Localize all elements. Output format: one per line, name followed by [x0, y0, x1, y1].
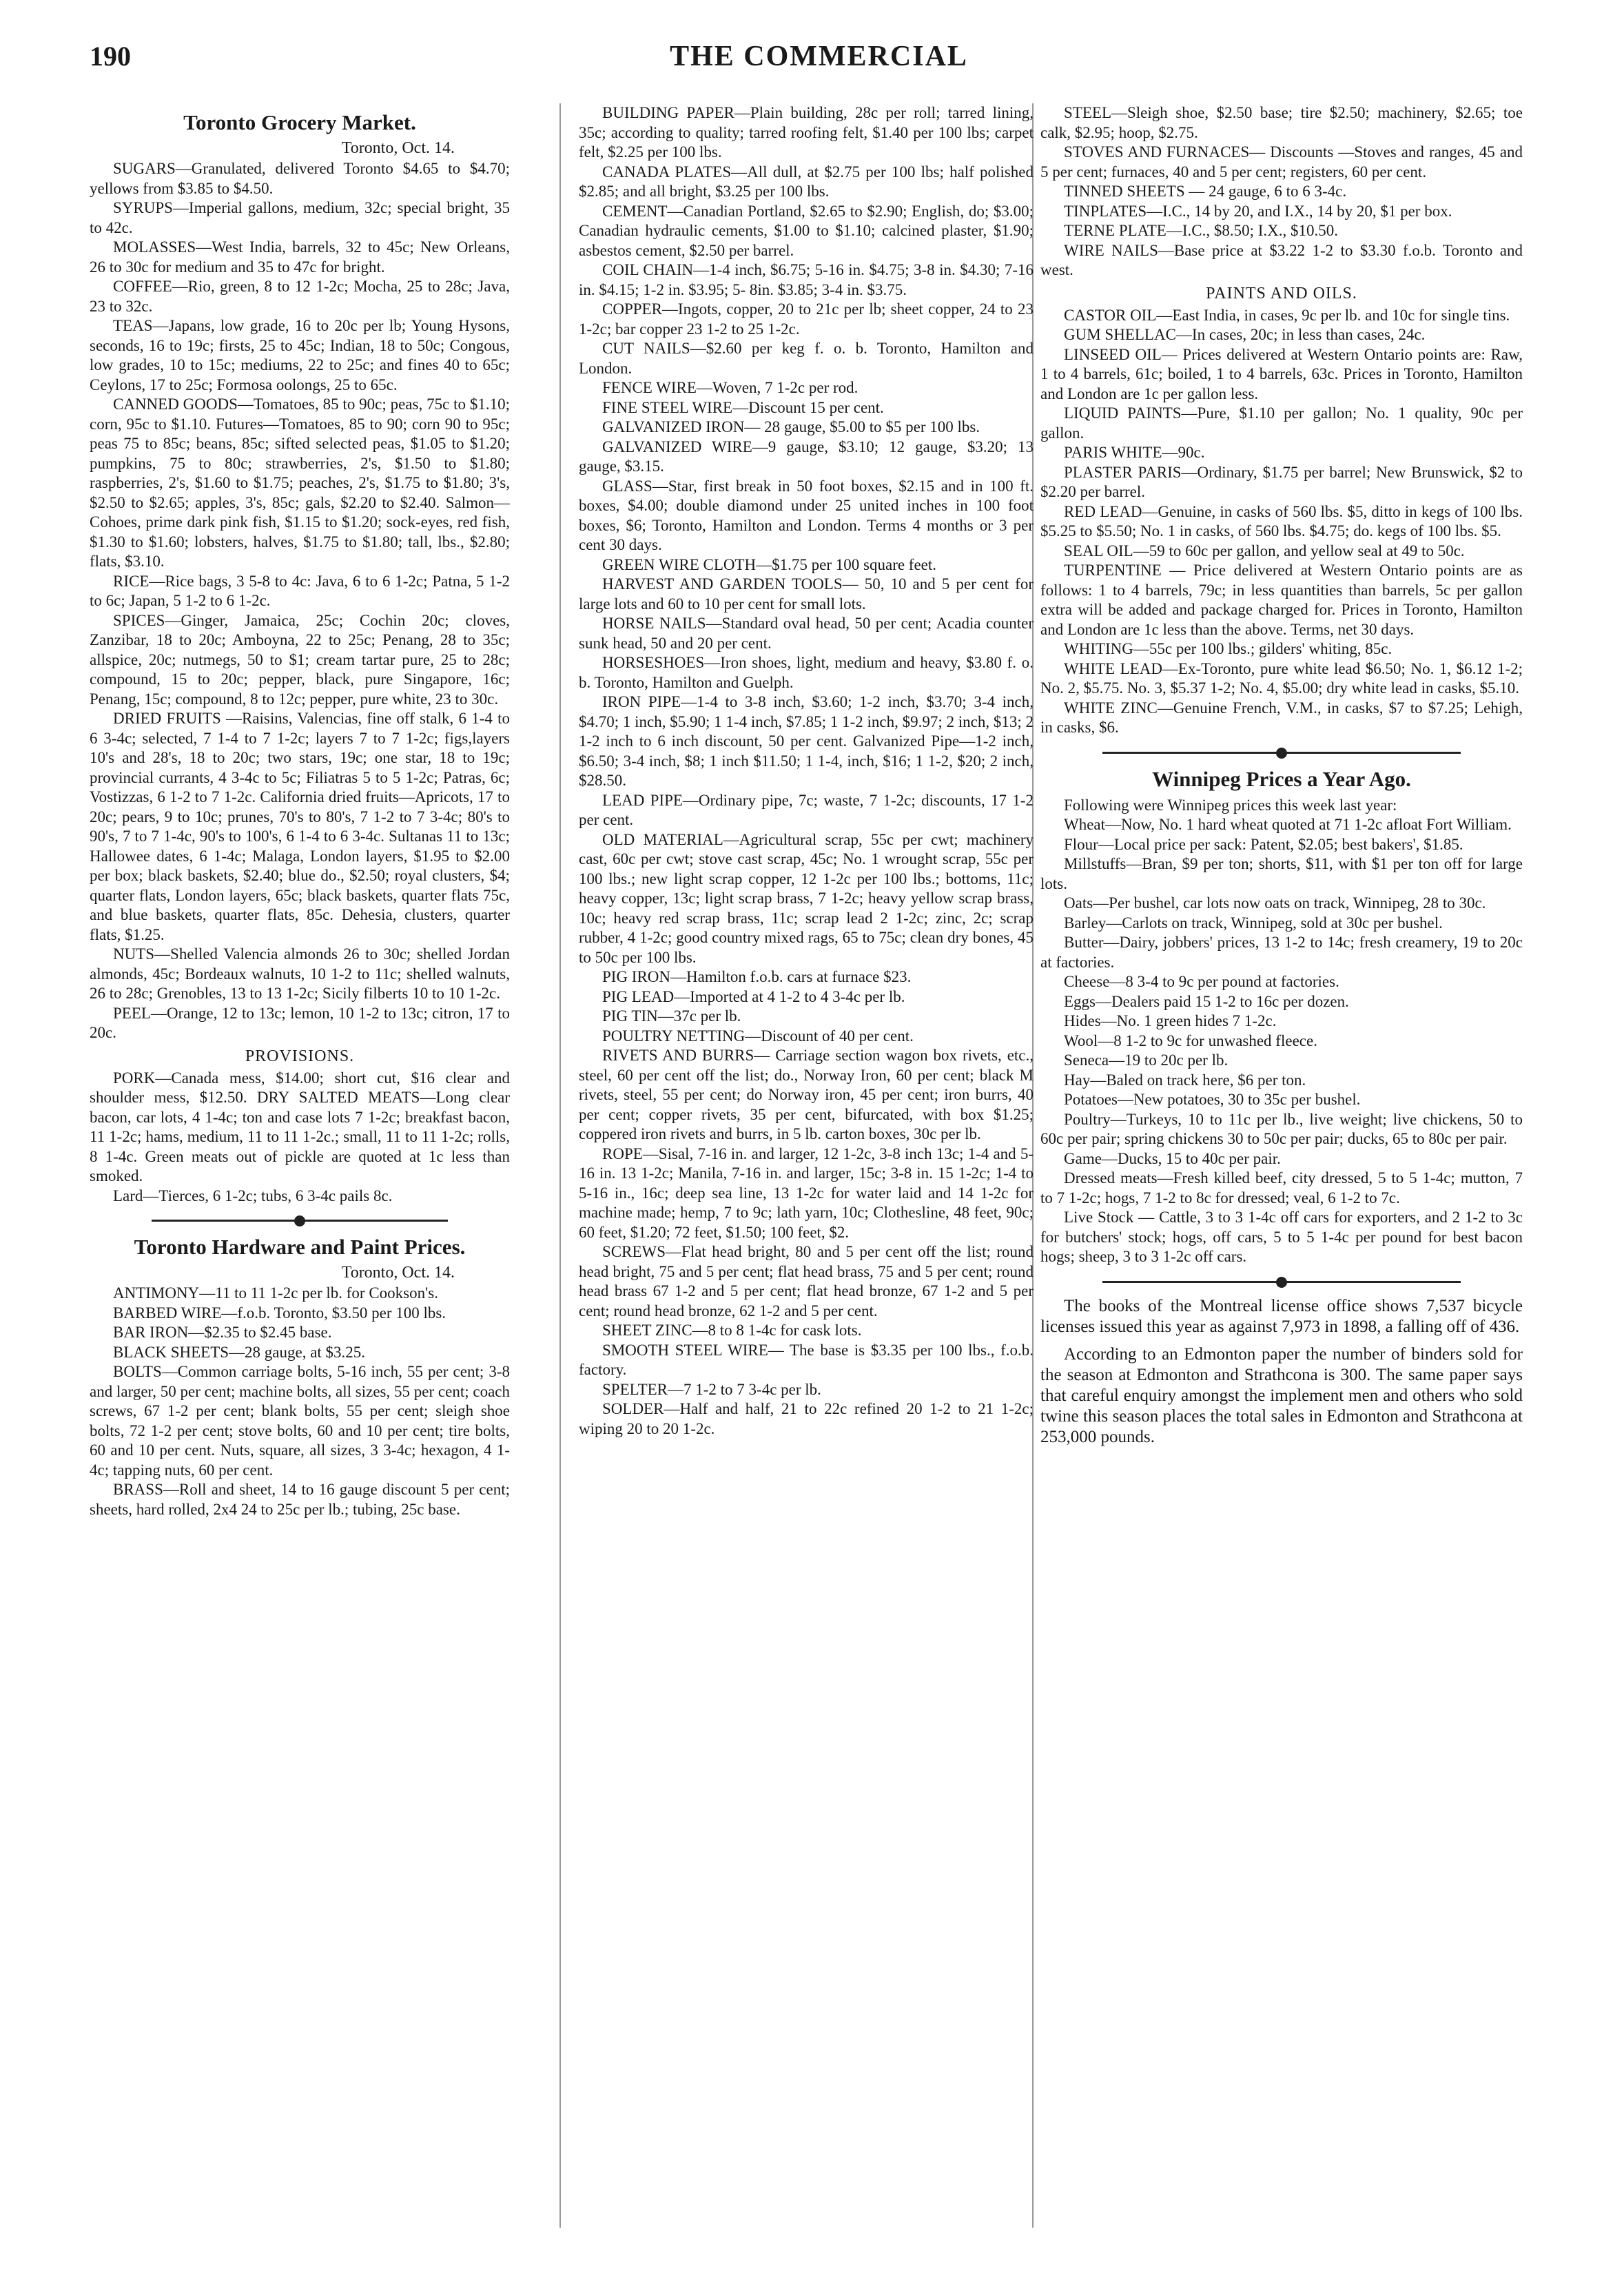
hardware-price-item: CEMENT—Canadian Portland, $2.65 to $2.90; English, do; $3.00; Canadian hydraulic cements, $1.00 to $1.10; calcined plaster, $1.90; asbestos cement, $2.50 per barrel.	[579, 202, 1034, 259]
grocery-market-item: SYRUPS—Imperial gallons, medium, 32c; special bright, 35 to 42c.	[90, 199, 510, 236]
hardware-price-item: TINNED SHEETS — 24 gauge, 6 to 6 3-4c.	[1064, 183, 1347, 200]
grocery-market-dateline: Toronto, Oct. 14.	[341, 139, 455, 157]
hardware-price-item: CUT NAILS—$2.60 per keg f. o. b. Toronto, Hamilton and London.	[579, 340, 1034, 377]
paints-and-oils-item: WHITING—55c per 100 lbs.; gilders' whiting, 85c.	[1064, 640, 1392, 657]
paints-and-oils-item: TURPENTINE — Price delivered at Western Ontario points are as follows: 1 to 4 barrels, 79c; in less quantities than barrels, 5c per gallon extra will be added and package charged for. Prices in Toronto, Hamilton and London are 1c less than the above. Terms, net 30 days.	[1040, 562, 1523, 638]
hardware-price-item: COIL CHAIN—1-4 inch, $6.75; 5-16 in. $4.75; 3-8 in. $4.30; 7-16 in. $4.15; 1-2 in. $3.95; 5- 8in. $3.85; 3-4 in. $3.75.	[579, 261, 1034, 298]
hardware-price-item: STOVES AND FURNACES— Discounts —Stoves and ranges, 45 and 5 per cent; furnaces, 40 and 5 per cent; registers, 60 per cent.	[1040, 143, 1523, 181]
grocery-market-item: SPICES—Ginger, Jamaica, 25c; Cochin 20c; cloves, Zanzibar, 18 to 20c; Amboyna, 22 to 25c; Penang, 28 to 35c; allspice, 20c; nutmegs, 50 to $1; cream tartar pure, 25 to 28c; compound, 15 to 20c; pepper, black, pure Singapore, 16c; Penang, 15c; compound, 8 to 12c; pepper, pure white, 23 to 30c.	[90, 611, 510, 708]
grocery-market-item: RICE—Rice bags, 3 5-8 to 4c: Java, 6 to 6 1-2c; Patna, 5 1-2 to 6c; Japan, 5 1-2 to 6 1-2c.	[90, 572, 510, 609]
hardware-price-item: COPPER—Ingots, copper, 20 to 21c per lb; sheet copper, 24 to 23 1-2c; bar copper 23 1-2 to 25 1-2c.	[579, 300, 1034, 338]
paints-and-oils-item: SEAL OIL—59 to 60c per gallon, and yellow seal at 49 to 50c.	[1064, 542, 1465, 559]
hardware-price-item: SPELTER—7 1-2 to 7 3-4c per lb.	[602, 1380, 821, 1398]
hardware-price-item: BOLTS—Common carriage bolts, 5-16 inch, 55 per cent; 3-8 and larger, 50 per cent; machine bolts, all sizes, 55 per cent; coach screws, 67 1-2 per cent; blank bolts, 55 per cent; sleigh shoe bolts, 72 1-2 per cent; stove bolts, 60 and 10 per cent; tire bolts, 60 and 10 per cent. Nuts, square, all sizes, 3 3-4c; hexagon, 4 1-4c; tapping nuts, 60 per cent.	[90, 1363, 510, 1479]
winnipeg-prices-item: Seneca—19 to 20c per lb.	[1064, 1051, 1229, 1069]
section-separator	[1102, 1277, 1461, 1286]
hardware-price-item: POULTRY NETTING—Discount of 40 per cent.	[602, 1027, 914, 1045]
hardware-price-item: LEAD PIPE—Ordinary pipe, 7c; waste, 7 1-2c; discounts, 17 1-2 per cent.	[579, 791, 1034, 828]
hardware-price-item: BLACK SHEETS—28 gauge, at $3.25.	[113, 1343, 366, 1361]
news-item: The books of the Montreal license office shows 7,537 bicycle licenses issued this year as against 7,973 in 1898, a falling off of 436.	[1040, 1296, 1523, 1336]
grocery-market-item: TEAS—Japans, low grade, 16 to 20c per lb; Young Hysons, seconds, 16 to 19c; firsts, 25 to 45c; Indian, 18 to 50c; Congous, low grades, 10 to 15c; mediums, 22 to 25c; and fines 40 to 65c; Ceylons, 17 to 25c; Formosa oolongs, 25 to 65c.	[90, 317, 510, 393]
column-2	[579, 103, 1034, 2241]
hardware-price-item: PIG TIN—37c per lb.	[602, 1007, 741, 1025]
hardware-price-item: WIRE NAILS—Base price at $3.22 1-2 to $3.30 f.o.b. Toronto and west.	[1040, 241, 1523, 278]
page-number: 190	[90, 41, 131, 72]
paints-and-oils-item: LIQUID PAINTS—Pure, $1.10 per gallon; No. 1 quality, 90c per gallon.	[1040, 404, 1523, 442]
hardware-price-item: PIG LEAD—Imported at 4 1-2 to 4 3-4c per lb.	[602, 987, 905, 1005]
paints-and-oils-item: CASTOR OIL—East India, in cases, 9c per lb. and 10c for single tins.	[1064, 306, 1510, 324]
hardware-prices-title: Toronto Hardware and Paint Prices.	[134, 1235, 466, 1259]
hardware-price-item: BAR IRON—$2.35 to $2.45 base.	[113, 1324, 332, 1341]
paints-and-oils-item: WHITE ZINC—Genuine French, V.M., in casks, $7 to $7.25; Lehigh, in casks, $6.	[1040, 699, 1523, 736]
hardware-price-item: GLASS—Star, first break in 50 foot boxes, $2.15 and in 100 ft. boxes, $4.00; double diamond under 25 united inches in 100 foot boxes, $6; Toronto, Hamilton and London. Terms 4 months or 3 per cent 30 days.	[579, 477, 1034, 553]
hardware-price-item: BUILDING PAPER—Plain building, 28c per roll; tarred lining, 35c; according to quality; tarred roofing felt, $1.40 per 100 lbs; carpet felt, $2.25 per 100 lbs.	[579, 104, 1034, 161]
section-separator	[152, 1215, 448, 1225]
paints-and-oils-item: GUM SHELLAC—In cases, 20c; in less than cases, 24c.	[1064, 326, 1426, 343]
publication-title: THE COMMERCIAL	[670, 41, 968, 72]
grocery-market-item: DRIED FRUITS —Raisins, Valencias, fine off stalk, 6 1-4 to 6 3-4c; selected, 7 1-4 to 7 1-2c; layers 7 to 7 1-2c; figs,layers 10's and 28's, 18 to 20c; two stars, 19c; one star, 18 to 19c; provincial currants, 4 3-4c to 5c; Filiatras 5 to 5 1-2c; Patras, 6c; Vostizzas, 6 1-2 to 7 1-2c. California dried fruits—Apricots, 17 to 20c; pears, 9 to 10c; prunes, 70's to 80's, 7 1-2 to 7 3-4c; 80's to 90's, 7 to 7 1-4c, 90's to 100's, 6 1-4 to 6 3-4c. Sultanas 11 to 13c; Hallowee dates, 6 1-4c; Malaga, London layers, $1.95 to $2.00 per box; black baskets, $2.40; blue do., $2.50; royal clusters, $4; quarter flats, London layers, 65c; black baskets, quarter flats 75c, and blue baskets, quarter flats, 85c. Dehesia, clusters, quarter flats, $1.25.	[90, 710, 510, 943]
winnipeg-prices-item: Barley—Carlots on track, Winnipeg, sold at 30c per bushel.	[1064, 914, 1443, 932]
hardware-price-item: HARVEST AND GARDEN TOOLS— 50, 10 and 5 per cent for large lots and 60 to 10 per cent for small lots.	[579, 575, 1034, 613]
winnipeg-prices-item: Millstuffs—Bran, $9 per ton; shorts, $11, with $1 per ton off for large lots.	[1040, 855, 1523, 892]
hardware-price-item: HORSESHOES—Iron shoes, light, medium and heavy, $3.80 f. o. b. Toronto, Hamilton and Guelph.	[579, 654, 1034, 691]
hardware-price-item: IRON PIPE—1-4 to 3-8 inch, $3.60; 1-2 inch, $3.70; 3-4 inch, $4.70; 1 inch, $5.90; 1 1-4 inch, $7.85; 1 1-2 inch, $9.97; 2 inch, $13; 2 1-2 inch to 6 inch discount, 50 per cent. Galvanized Pipe—1-2 inch, $6.50; 3-4 inch, $8; 1 inch $11.50; 1 1-4, inch, $16; 1 1-2, $20; 2 inch, $28.50.	[579, 693, 1034, 789]
hardware-price-item: GALVANIZED IRON— 28 gauge, $5.00 to $5 per 100 lbs.	[602, 418, 980, 435]
hardware-price-item: BARBED WIRE—f.o.b. Toronto, $3.50 per 100 lbs.	[113, 1304, 446, 1322]
column-3	[1040, 103, 1523, 2241]
hardware-price-item: SOLDER—Half and half, 21 to 22c refined 20 1-2 to 21 1-2c; wiping 20 to 20 1-2c.	[579, 1400, 1034, 1437]
hardware-price-item: FINE STEEL WIRE—Discount 15 per cent.	[602, 398, 884, 416]
paints-and-oils-item: RED LEAD—Genuine, in casks of 560 lbs. $5, ditto in kegs of 100 lbs. $5.25 to $5.50; No. 1 in casks, of 560 lbs. $4.75; do. kegs of 100 lbs. $5.	[1040, 502, 1523, 540]
winnipeg-prices-item: Hides—No. 1 green hides 7 1-2c.	[1064, 1012, 1277, 1029]
hardware-price-item: SCREWS—Flat head bright, 80 and 5 per cent off the list; round head bright, 75 and 5 per cent; flat head brass, 75 and 5 per cent; round head brass 67 1-2 and 5 per cent; flat head bronze, 67 1-2 and 5 per cent; round head bronze, 62 1-2 and 5 per cent.	[579, 1243, 1034, 1320]
hardware-price-item: SMOOTH STEEL WIRE— The base is $3.35 per 100 lbs., f.o.b. factory.	[579, 1341, 1034, 1378]
hardware-price-item: OLD MATERIAL—Agricultural scrap, 55c per cwt; machinery cast, 60c per cwt; stove cast scrap, 45c; No. 1 wrought scrap, 55c per 100 lbs.; new light scrap copper, 12 1-2c per 100 lbs.; bottoms, 11c; heavy copper, 13c; light scrap brass, 7 1-2c; heavy yellow scrap brass, 10c; heavy red scrap brass, 11c; scrap lead 2 1-2c; zinc, 2c; scrap rubber, 4 1-2c; good country mixed rags, 65 to 75c; clean dry bones, 45 to 50c per 100 lbs.	[579, 830, 1034, 966]
winnipeg-prices-item: Wool—8 1-2 to 9c for unwashed fleece.	[1064, 1031, 1317, 1049]
winnipeg-prices-item: Game—Ducks, 15 to 40c per pair.	[1064, 1149, 1281, 1167]
hardware-price-item: CANADA PLATES—All dull, at $2.75 per 100 lbs; half polished $2.85; and all bright, $3.25 per 100 lbs.	[579, 163, 1034, 200]
hardware-price-item: TERNE PLATE—I.C., $8.50; I.X., $10.50.	[1064, 222, 1339, 239]
winnipeg-prices-item: Butter—Dairy, jobbers' prices, 13 1-2 to 14c; fresh creamery, 19 to 20c at factories.	[1040, 934, 1523, 971]
hardware-price-item: SHEET ZINC—8 to 8 1-4c for cask lots.	[602, 1322, 862, 1339]
page-header	[90, 40, 1548, 81]
hardware-price-item: PIG IRON—Hamilton f.o.b. cars at furnace $23.	[602, 968, 912, 985]
grocery-market-item: CANNED GOODS—Tomatoes, 85 to 90c; peas, 75c to $1.10; corn, 95c to $1.10. Futures—Tomatoes, 85 to 90; corn 90 to 95c; peas 75 to 85c; beans, 85c; sifted selected peas, $1.05 to $1.20; pumpkins, 75 to 80c; strawberries, 2's, $1.50 to $1.80; raspberries, 2's, $1.60 to $1.75; peaches, 2's, $1.75 to $1.80; 3's, $2.50 to $2.65; apples, 3's, 85c; gals, $2.20 to $2.40. Salmon—Cohoes, prime dark pink fish, $1.15 to $1.20; sock-eyes, red fish, $1.30 to $1.60; lobsters, halves, $1.75 to $1.80; tall, lbs., $2.80; flats, $3.10.	[90, 396, 510, 570]
hardware-price-item: HORSE NAILS—Standard oval head, 50 per cent; Acadia counter sunk head, 50 and 20 per cent.	[579, 615, 1034, 652]
winnipeg-prices-item: Potatoes—New potatoes, 30 to 35c per bushel.	[1064, 1091, 1361, 1108]
hardware-price-item: STEEL—Sleigh shoe, $2.50 base; tire $2.50; machinery, $2.65; toe calk, $2.95; hoop, $2.75.	[1040, 104, 1523, 141]
paints-and-oils-item: PARIS WHITE—90c.	[1064, 444, 1205, 461]
paints-and-oils-item: WHITE LEAD—Ex-Toronto, pure white lead $6.50; No. 1, $6.12 1-2; No. 2, $5.75. No. 3, $5.37 1-2; No. 4, $5.00; dry white lead in casks, $5.10.	[1040, 659, 1523, 697]
winnipeg-prices-item: Poultry—Turkeys, 10 to 11c per lb., live weight; live chickens, 50 to 60c per pair; spring chickens 30 to 50c per pair; ducks, 65 to 80c per pair.	[1040, 1110, 1523, 1147]
paints-and-oils-title: PAINTS AND OILS.	[1206, 284, 1357, 302]
news-item: According to an Edmonton paper the number of binders sold for the season at Edmonton and Strathcona is 300. The same paper says that careful enquiry amongst the implement men and others who sold twine this season places the total sales in Edmonton and Strathcona at 253,000 pounds.	[1040, 1344, 1523, 1446]
provisions-title: PROVISIONS.	[245, 1047, 355, 1065]
winnipeg-prices-item: Eggs—Dealers paid 15 1-2 to 16c per dozen.	[1064, 992, 1349, 1010]
section-separator	[1102, 748, 1461, 757]
hardware-price-item: ROPE—Sisal, 7-16 in. and larger, 12 1-2c, 3-8 inch 13c; 1-4 and 5-16 in. 13 1-2c; Manila, 7-16 in. and larger, 15c; 3-8 in. 15 1-2c; 1-4 to 5-16 in., 16c; deep sea line, 13 1-2c for water laid and 14 1-2c for machine made; hemp, 7 to 9c; lath yarn, 10c; Clothesline, 48 feet, 90c; 60 feet, $1.20; 72 feet, $1.50; 100 feet, $2.	[579, 1144, 1034, 1241]
hardware-prices-dateline: Toronto, Oct. 14.	[341, 1264, 455, 1282]
hardware-price-item: RIVETS AND BURRS— Carriage section wagon box rivets, etc., steel, 60 per cent off the list; do., Norway Iron, 60 per cent; black M rivets, steel, 55 per cent; do Norway iron, 45 per cent; iron burrs, 40 per cent; copper rivets, 35 per cent, bifurcated, with box $1.25; coppered iron rivets and burrs, in 5 lb. carton boxes, 30c per lb.	[579, 1047, 1034, 1142]
paints-and-oils-item: LINSEED OIL— Prices delivered at Western Ontario points are: Raw, 1 to 4 barrels, 61c; boiled, 1 to 4 barrels, 63c. Prices in Toronto, Hamilton and London are 1c per gallon less.	[1040, 345, 1523, 402]
hardware-price-item: ANTIMONY—11 to 11 1-2c per lb. for Cookson's.	[113, 1284, 438, 1302]
winnipeg-prices-item: Oats—Per bushel, car lots now oats on track, Winnipeg, 28 to 30c.	[1064, 894, 1486, 912]
winnipeg-prices-item: Dressed meats—Fresh killed beef, city dressed, 5 to 5 1-4c; mutton, 7 to 7 1-2c; hogs, 7 1-2 to 8c for dressed; veal, 6 1-2 to 7c.	[1040, 1169, 1523, 1207]
grocery-market-item: NUTS—Shelled Valencia almonds 26 to 30c; shelled Jordan almonds, 45c; Bordeaux walnuts, 10 1-2 to 11c; shelled walnuts, 26 to 28c; Grenobles, 13 to 13 1-2c; Sicily filberts 10 to 10 1-2c.	[90, 945, 510, 1002]
hardware-price-item: BRASS—Roll and sheet, 14 to 16 gauge discount 5 per cent; sheets, hard rolled, 2x4 24 to 25c per lb.; tubing, 25c base.	[90, 1481, 510, 1518]
column-divider	[559, 103, 561, 2228]
winnipeg-prices-title: Winnipeg Prices a Year Ago.	[1152, 766, 1411, 791]
column-1	[90, 103, 510, 2241]
grocery-market-title: Toronto Grocery Market.	[183, 110, 416, 134]
provisions-item: PORK—Canada mess, $14.00; short cut, $16 clear and shoulder mess, $12.50. DRY SALTED MEATS—Long clear bacon, car lots, 4 1-4c; ton and case lots 7 1-2c; breakfast bacon, 11 1-2c; hams, medium, 11 to 11 1-2c.; small, 11 to 11 1-2c; rolls, 8 1-4c. Green meats out of pickle are quoted at 1c less than smoked.	[90, 1069, 510, 1184]
hardware-price-item: GALVANIZED WIRE—9 gauge, $3.10; 12 gauge, $3.20; 13 gauge, $3.15.	[579, 438, 1034, 475]
winnipeg-prices-item: Hay—Baled on track here, $6 per ton.	[1064, 1071, 1306, 1089]
hardware-price-item: FENCE WIRE—Woven, 7 1-2c per rod.	[602, 379, 859, 396]
grocery-market-item: MOLASSES—West India, barrels, 32 to 45c; New Orleans, 26 to 30c for medium and 35 to 47c for bright.	[90, 238, 510, 276]
hardware-price-item: GREEN WIRE CLOTH—$1.75 per 100 square feet.	[602, 555, 937, 573]
winnipeg-prices-item: Cheese—8 3-4 to 9c per pound at factories.	[1064, 973, 1339, 990]
grocery-market-item: SUGARS—Granulated, delivered Toronto $4.65 to $4.70; yellows from $3.85 to $4.50.	[90, 160, 510, 197]
winnipeg-prices-item: Following were Winnipeg prices this week last year:	[1064, 796, 1397, 814]
paints-and-oils-item: PLASTER PARIS—Ordinary, $1.75 per barrel; New Brunswick, $2 to $2.20 per barrel.	[1040, 463, 1523, 500]
grocery-market-item: PEEL—Orange, 12 to 13c; lemon, 10 1-2 to 13c; citron, 17 to 20c.	[90, 1004, 510, 1041]
winnipeg-prices-item: Live Stock — Cattle, 3 to 3 1-4c off cars for exporters, and 2 1-2 to 3c for butchers' stock; hogs, off cars, 5 to 5 1-4c per pound for best bacon hogs; sheep, 3 to 3 1-2c off cars.	[1040, 1209, 1523, 1265]
winnipeg-prices-item: Wheat—Now, No. 1 hard wheat quoted at 71 1-2c afloat Fort William.	[1064, 816, 1512, 833]
winnipeg-prices-item: Flour—Local price per sack: Patent, $2.05; best bakers', $1.85.	[1064, 835, 1463, 853]
provisions-item: Lard—Tierces, 6 1-2c; tubs, 6 3-4c pails 8c.	[113, 1187, 393, 1204]
hardware-price-item: TINPLATES—I.C., 14 by 20, and I.X., 14 by 20, $1 per box.	[1064, 202, 1452, 220]
grocery-market-item: COFFEE—Rio, green, 8 to 12 1-2c; Mocha, 25 to 28c; Java, 23 to 32c.	[90, 278, 510, 315]
